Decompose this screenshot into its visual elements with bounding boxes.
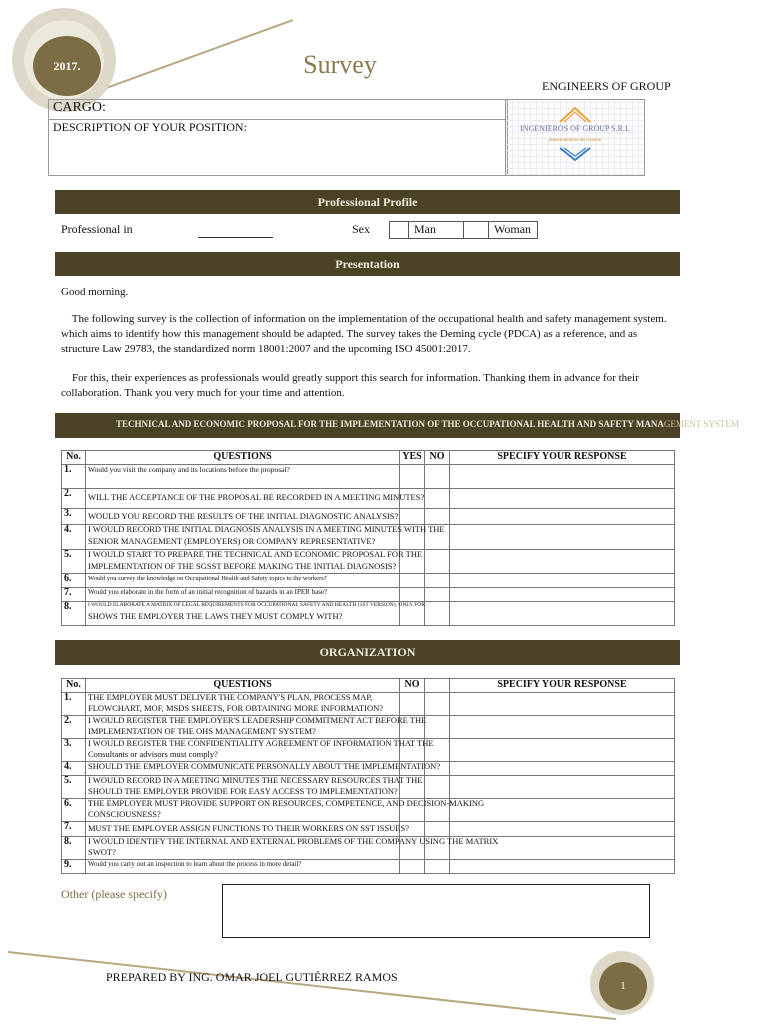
- blank-cell[interactable]: [425, 822, 450, 837]
- no-cell[interactable]: [425, 509, 450, 525]
- yes-cell[interactable]: [400, 509, 425, 525]
- row-number: 7.: [62, 822, 86, 837]
- question-text: [86, 524, 445, 550]
- table-row: [62, 693, 675, 716]
- question-line: Would you survey the knowledge on Occupational Health and Safety topics to the workers?: [88, 575, 327, 582]
- year-badge: 2017.: [33, 36, 101, 96]
- question-line: I WOULD ELABORATE A MATRIX OF LEGAL REQUIREMENTS FOR OCCUPATIONAL SAFETY AND HEALTH (1ST VERSION), ONLY FOR: [88, 602, 425, 608]
- cargo-label: CARGO:: [53, 100, 106, 115]
- question-text: [86, 588, 400, 602]
- response-cell[interactable]: [450, 762, 675, 776]
- technical-heading-overflow: GEMENT SYSTEM: [663, 419, 739, 429]
- question-line: Would you carry out an inspection to learn about the process in more detail?: [88, 860, 302, 868]
- intro-line-4: For this, their experiences as professionals would greatly support this search for information. Thanking them in advance for their: [61, 372, 639, 384]
- question-text: [86, 489, 425, 509]
- col-no: No.: [62, 679, 86, 693]
- table-row: [62, 837, 675, 860]
- intro-line-1: The following survey is the collection of information on the implementation of the occupational health and safety management system.: [61, 313, 667, 325]
- table-row: [62, 550, 675, 574]
- no-cell[interactable]: [425, 574, 450, 588]
- question-line: SHOULD THE EMPLOYER PROVIDE FOR EASY ACCESS TO IMPLEMENTATION?: [88, 786, 398, 796]
- question-line: Consultants or advisors must comply?: [88, 749, 218, 759]
- question-text: [86, 715, 427, 739]
- row-number: 9.: [62, 860, 86, 874]
- company-name: ENGINEERS OF GROUP: [542, 79, 671, 93]
- question-line: I WOULD REGISTER THE EMPLOYER'S LEADERSHIP COMMITMENT ACT BEFORE THE: [88, 715, 427, 725]
- response-cell[interactable]: [450, 602, 675, 626]
- blank-cell[interactable]: [425, 693, 450, 716]
- table-row: [62, 525, 675, 550]
- table-row: [62, 588, 675, 602]
- question-text: [86, 836, 499, 860]
- professional-input-line[interactable]: [198, 237, 273, 238]
- yes-cell[interactable]: [400, 465, 425, 489]
- question-text: [86, 509, 400, 525]
- logo-text: INGENIEROS OF GROUP S.R.L: [520, 124, 630, 133]
- col-no-answer: NO: [425, 451, 450, 465]
- row-number: 1.: [62, 693, 86, 716]
- row-number: 8.: [62, 602, 86, 626]
- row-number: 2.: [62, 716, 86, 739]
- row-number: 3.: [62, 509, 86, 525]
- table-row: [62, 489, 675, 509]
- position-box: [48, 99, 508, 176]
- woman-checkbox[interactable]: [463, 221, 489, 239]
- question-line: THE EMPLOYER MUST PROVIDE SUPPORT ON RESOURCES, COMPETENCE, AND DECISION-MAKING: [88, 798, 485, 808]
- question-text: [86, 822, 410, 837]
- response-cell[interactable]: [450, 693, 675, 716]
- question-line: I WOULD START TO PREPARE THE TECHNICAL AND ECONOMIC PROPOSAL FOR THE: [88, 549, 423, 559]
- intro-line-3: structure Law 29783, the standardized norm 18001:2007 and the upcoming ISO 45001:2017.: [61, 343, 471, 355]
- page-title: Survey: [303, 50, 377, 79]
- row-number: 5.: [62, 550, 86, 574]
- row-number: 5.: [62, 776, 86, 799]
- table-row: [62, 799, 675, 822]
- table-header-row: [62, 679, 675, 693]
- col-yes: YES: [400, 451, 425, 465]
- question-text: [86, 860, 400, 874]
- col-specify: SPECIFY YOUR RESPONSE: [450, 451, 675, 465]
- response-cell[interactable]: [450, 509, 675, 525]
- response-cell[interactable]: [450, 739, 675, 762]
- row-number: 6.: [62, 799, 86, 822]
- response-cell[interactable]: [450, 776, 675, 799]
- table-row: [62, 762, 675, 776]
- description-label: DESCRIPTION OF YOUR POSITION:: [53, 120, 247, 134]
- blank-cell[interactable]: [425, 716, 450, 739]
- table-header-row: [62, 451, 675, 465]
- question-line: CONSCIOUSNESS?: [88, 809, 161, 819]
- question-line: Would you elaborate in the form of an initial recognition of hazards in an IPER base?: [88, 588, 328, 596]
- question-text: [86, 738, 434, 762]
- intro-line-5: collaboration. Thank you very much for your time and attention.: [61, 387, 345, 399]
- question-line: I WOULD RECORD IN A MEETING MINUTES THE NECESSARY RESOURCES THAT THE: [88, 775, 423, 785]
- logo-chevron-icon: [558, 106, 592, 162]
- question-line: WOULD YOU RECORD THE RESULTS OF THE INITIAL DIAGNOSTIC ANALYSIS?: [88, 511, 399, 521]
- table-row: [62, 465, 675, 489]
- question-text: [86, 693, 400, 716]
- question-line: SWOT?: [88, 847, 116, 857]
- table-row: [62, 716, 675, 739]
- prepared-by: PREPARED BY ING. OMAR JOEL GUTIÉRREZ RAMOS: [106, 970, 398, 984]
- row-number: 6.: [62, 574, 86, 588]
- question-line: MUST THE EMPLOYER ASSIGN FUNCTIONS TO THEIR WORKERS ON SST ISSUES?: [88, 823, 410, 833]
- response-cell[interactable]: [450, 822, 675, 837]
- question-line: I WOULD RECORD THE INITIAL DIAGNOSIS ANALYSIS IN A MEETING MINUTES WITH THE: [88, 524, 445, 534]
- question-line: SENIOR MANAGEMENT (EMPLOYERS) OR COMPANY REPRESENTATIVE?: [88, 536, 376, 546]
- col-no: No.: [62, 451, 86, 465]
- table-row: [62, 860, 675, 874]
- logo-subtext: Asesoramiento de Gestión: [548, 138, 602, 143]
- col-no-answer: NO: [400, 679, 425, 693]
- organization-questions-table: [61, 678, 675, 874]
- man-checkbox[interactable]: [389, 221, 409, 239]
- question-line: Would you visit the company and its locations before the proposal?: [88, 465, 290, 474]
- row-number: 4.: [62, 525, 86, 550]
- row-number: 4.: [62, 762, 86, 776]
- col-questions: QUESTIONS: [86, 451, 400, 465]
- question-text: [86, 761, 441, 776]
- col-questions: QUESTIONS: [86, 679, 400, 693]
- col-blank: [425, 679, 450, 693]
- question-text: [86, 549, 423, 574]
- table-row: [62, 509, 675, 525]
- question-text: [86, 574, 400, 588]
- no-cell[interactable]: [425, 489, 450, 509]
- organization-heading: ORGANIZATION: [55, 640, 680, 665]
- question-line: SHOULD THE EMPLOYER COMMUNICATE PERSONALLY ABOUT THE IMPLEMENTATION?: [88, 761, 441, 771]
- table-row: [62, 602, 675, 626]
- other-input-box[interactable]: [222, 884, 650, 938]
- row-number: 8.: [62, 837, 86, 860]
- no-cell[interactable]: [425, 465, 450, 489]
- page-number: 1: [599, 962, 647, 1010]
- question-text: [86, 798, 485, 822]
- row-number: 3.: [62, 739, 86, 762]
- man-label: Man: [414, 222, 436, 236]
- other-label: Other (please specify): [61, 887, 167, 901]
- question-line: IMPLEMENTATION OF THE OHS MANAGEMENT SYSTEM?: [88, 726, 316, 736]
- question-line: SHOWS THE EMPLOYER THE LAWS THEY MUST COMPLY WITH?: [88, 611, 343, 621]
- response-cell[interactable]: [450, 465, 675, 489]
- table-row: [62, 822, 675, 837]
- question-line: I WOULD IDENTIFY THE INTERNAL AND EXTERNAL PROBLEMS OF THE COMPANY USING THE MATRIX: [88, 836, 499, 846]
- intro-line-2: which aims to identify how this management should be adapted. The survey takes the Deming cycle (PDCA) as a reference, and as: [61, 328, 638, 340]
- table-row: [62, 574, 675, 588]
- blank-cell[interactable]: [425, 776, 450, 799]
- yes-cell[interactable]: [400, 574, 425, 588]
- no-cell[interactable]: [425, 588, 450, 602]
- question-text: [86, 775, 423, 799]
- profile-heading: Professional Profile: [55, 190, 680, 214]
- question-text: [86, 602, 425, 626]
- presentation-heading: Presentation: [55, 252, 680, 276]
- response-cell[interactable]: [450, 574, 675, 588]
- row-number: 7.: [62, 588, 86, 602]
- decorative-line: [8, 951, 616, 1020]
- row-number: 2.: [62, 489, 86, 509]
- no-cell[interactable]: [425, 602, 450, 626]
- response-cell[interactable]: [450, 588, 675, 602]
- technical-heading: [116, 419, 739, 429]
- yes-cell[interactable]: [400, 588, 425, 602]
- sex-label: Sex: [352, 222, 370, 236]
- woman-label: Woman: [494, 222, 532, 236]
- question-line: I WOULD REGISTER THE CONFIDENTIALITY AGREEMENT OF INFORMATION THAT THE: [88, 738, 434, 748]
- technical-questions-table: [61, 450, 675, 626]
- greeting-text: Good morning.: [61, 286, 129, 298]
- question-text: [86, 465, 400, 489]
- blank-cell[interactable]: [425, 860, 450, 874]
- response-cell[interactable]: [450, 489, 675, 509]
- company-logo: [505, 99, 645, 176]
- question-line: FLOWCHART, MOF, MSDS SHEETS, FOR OBTAINING MORE INFORMATION?: [88, 703, 384, 713]
- question-line: THE EMPLOYER MUST DELIVER THE COMPANY'S PLAN, PROCESS MAP,: [88, 692, 373, 702]
- no-cell[interactable]: [400, 693, 425, 716]
- response-cell[interactable]: [450, 525, 675, 550]
- question-line: IMPLEMENTATION OF THE SGSST BEFORE MAKING THE INITIAL DIAGNOSIS?: [88, 561, 397, 571]
- response-cell[interactable]: [450, 860, 675, 874]
- col-specify: SPECIFY YOUR RESPONSE: [450, 679, 675, 693]
- row-number: 1.: [62, 465, 86, 489]
- no-cell[interactable]: [400, 860, 425, 874]
- technical-heading-part: TECHNICAL AND ECONOMIC PROPOSAL FOR THE IMPLEMENTATION OF THE OCCUPATIONAL HEALTH AND SAFETY MANA: [116, 419, 664, 429]
- question-line: WILL THE ACCEPTANCE OF THE PROPOSAL BE RECORDED IN A MEETING MINUTES?: [88, 492, 425, 502]
- professional-label: Professional in: [61, 222, 133, 236]
- table-row: [62, 776, 675, 799]
- table-row: [62, 739, 675, 762]
- response-cell[interactable]: [450, 550, 675, 574]
- response-cell[interactable]: [450, 716, 675, 739]
- no-cell[interactable]: [425, 550, 450, 574]
